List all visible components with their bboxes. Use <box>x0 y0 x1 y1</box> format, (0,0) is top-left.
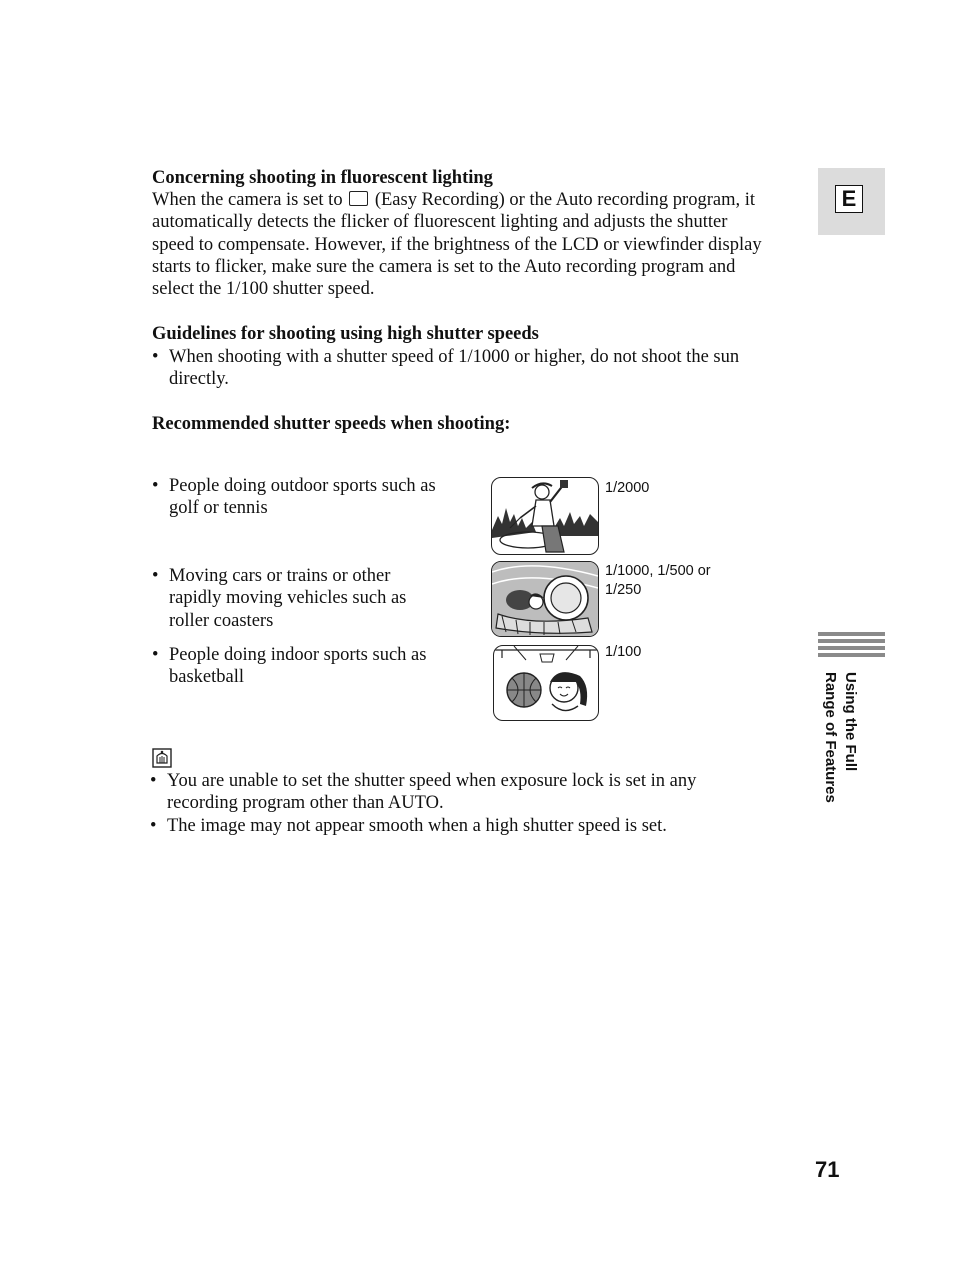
fluorescent-paragraph <box>152 189 812 300</box>
list-item-line: rapidly moving vehicles such as <box>169 588 407 609</box>
list-item-line: Moving cars or trains or other <box>169 566 391 586</box>
language-tab-letter: E <box>835 185 863 213</box>
golfer-illustration <box>491 477 599 555</box>
section-stripes <box>818 632 885 660</box>
shutter-speed-line: 1/1000, 1/500 or <box>605 563 711 579</box>
easy-recording-icon <box>349 191 368 206</box>
list-item <box>150 770 807 815</box>
list-item-line: You are unable to set the shutter speed when exposure lock is set in any <box>167 771 697 791</box>
bullet: • <box>152 347 159 367</box>
side-label-line: Range of Features <box>822 672 839 803</box>
paragraph-line: select the 1/100 shutter speed. <box>152 279 375 300</box>
bullet: • <box>150 771 157 791</box>
list-item-line: When shooting with a shutter speed of 1/1000 or higher, do not shoot the sun <box>169 347 740 367</box>
note-icon <box>152 748 172 768</box>
list-item <box>152 346 819 391</box>
list-item-line: People doing outdoor sports such as <box>169 476 436 496</box>
list-item <box>150 815 807 837</box>
bullet: • <box>152 476 159 496</box>
paragraph-line: starts to flicker, make sure the camera is set to the Auto recording program and <box>152 256 736 277</box>
list-item <box>152 565 479 632</box>
list-item-line: roller coasters <box>169 610 274 631</box>
stripe <box>818 632 885 636</box>
heading-high-shutter: Guidelines for shooting using high shutter speeds <box>152 324 539 344</box>
stripe <box>818 653 885 657</box>
shutter-speed-line: 1/100 <box>605 644 642 660</box>
basketball-illustration <box>493 645 599 721</box>
paragraph-text: When the camera is set to <box>152 190 343 210</box>
roller-coaster-illustration <box>491 561 599 637</box>
list-item <box>152 644 479 689</box>
section-side-label <box>820 672 860 803</box>
bullet: • <box>152 645 159 665</box>
paragraph-line: (Easy Recording) or the Auto recording program, it <box>374 190 755 210</box>
shutter-speed-line: 1/2000 <box>605 480 650 496</box>
list-item-line: The image may not appear smooth when a high shutter speed is set. <box>167 816 667 836</box>
stripe <box>818 646 885 650</box>
side-label-line: Using the Full <box>842 672 859 772</box>
language-tab <box>818 168 885 235</box>
page-number: 71 <box>815 1157 840 1182</box>
list-item-line: basketball <box>169 667 245 688</box>
paragraph-line: speed to compensate. However, if the brightness of the LCD or viewfinder display <box>152 234 762 255</box>
bullet: • <box>150 816 157 836</box>
paragraph-line: automatically detects the flicker of fluorescent lighting and adjusts the shutter <box>152 212 728 233</box>
list-item-line: directly. <box>169 369 229 390</box>
shutter-speed-label <box>605 643 641 662</box>
heading-recommended: Recommended shutter speeds when shooting: <box>152 414 511 434</box>
list-item-line: People doing indoor sports such as <box>169 645 427 665</box>
shutter-speed-label <box>605 562 711 600</box>
list-item-line: recording program other than AUTO. <box>167 793 444 814</box>
list-item-line: golf or tennis <box>169 498 268 519</box>
shutter-speed-label <box>605 479 649 498</box>
stripe <box>818 639 885 643</box>
bullet: • <box>152 566 159 586</box>
list-item <box>152 475 479 520</box>
shutter-speed-line: 1/250 <box>605 582 642 598</box>
heading-fluorescent: Concerning shooting in fluorescent lighting <box>152 168 493 188</box>
